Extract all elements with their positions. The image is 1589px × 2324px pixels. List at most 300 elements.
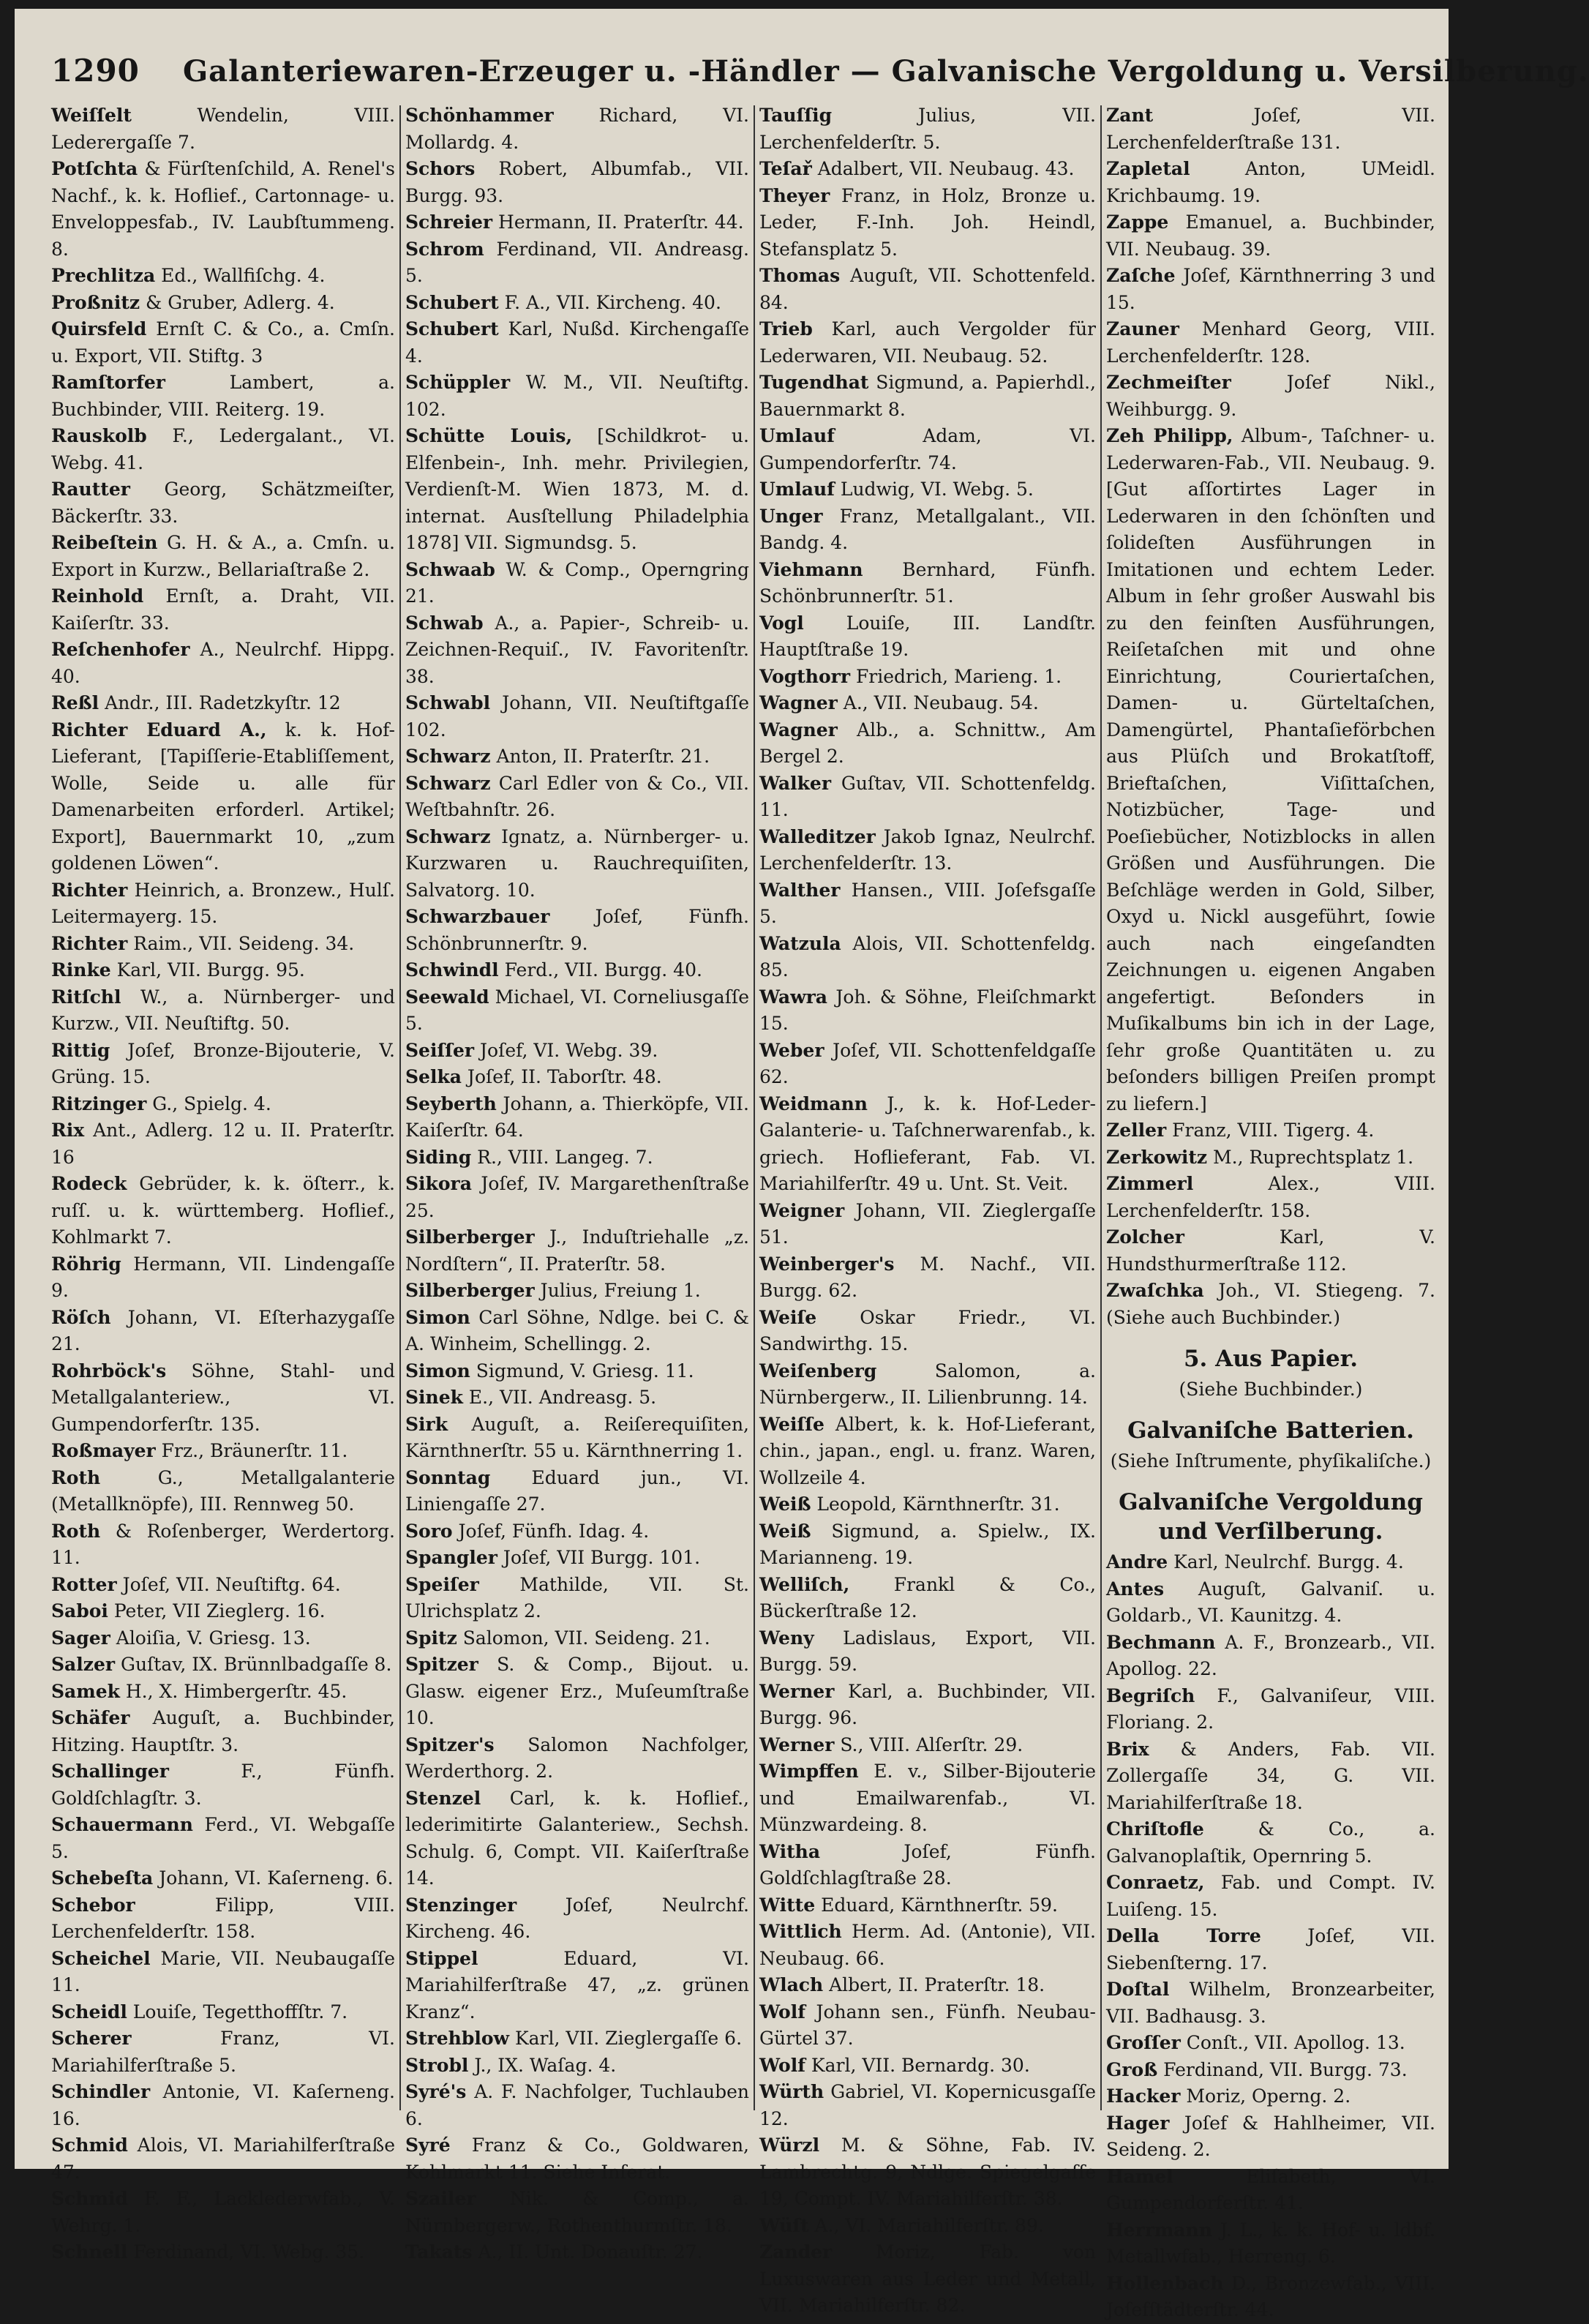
directory-entry	[1106, 1923, 1435, 1976]
entry-details: Auguſt, VII. Schottenfeld. 84.	[759, 265, 1096, 313]
entry-details: Ferdinand, VII. Burgg. 73.	[1157, 2058, 1408, 2080]
entry-details: E., VII. Andreasg. 5.	[462, 1387, 657, 1408]
entry-name: Schwindl	[405, 959, 499, 981]
entry-name: Spitzer's	[405, 1733, 495, 1755]
page-header	[51, 45, 1589, 104]
entry-details: Lambert, a. Buchbinder, VIII. Reiterg. 19.	[51, 372, 395, 420]
directory-entry	[405, 370, 749, 423]
directory-entry	[51, 263, 395, 290]
entry-name: Strobl	[405, 2054, 469, 2076]
entry-details: A., Neulrchf. Hippg. 40.	[51, 639, 395, 687]
column-2	[405, 102, 749, 2263]
entry-name: Röhrig	[51, 1253, 121, 1275]
directory-entry	[405, 824, 749, 904]
entry-name: Welliſch,	[759, 1573, 850, 1595]
entry-details: A., II. Unt. Donauſtr. 27.	[472, 2241, 703, 2263]
directory-entry	[405, 2053, 749, 2080]
entry-name: Saboi	[51, 1600, 108, 1622]
entry-details: F., Ledergalant., VI. Webg. 41.	[51, 425, 395, 473]
directory-entry	[51, 290, 395, 317]
directory-entry	[51, 1038, 395, 1091]
running-title: Galanteriewaren-Erzeuger u. -Händler — Galvanische Vergoldung u. Versilberung.	[183, 54, 1589, 89]
directory-entry	[405, 1572, 749, 1625]
entry-details: Peter, VII Zieglerg. 16.	[108, 1600, 326, 1622]
directory-entry	[405, 1545, 749, 1572]
directory-entry	[759, 423, 1096, 476]
entry-details: D., Bronzewfab., VIII. Joſefſtädterſtr. 44.	[1106, 2272, 1435, 2320]
directory-entry	[51, 370, 395, 423]
entry-details: k. k. Hof-Lieferant, [Tapiſſerie-Etabliſſement, Wolle, Seide u. alle für Damenarbeiten erforderl. Artikel; Export], Bauernmarkt 10, „zum goldenen Löwen“.	[51, 719, 395, 874]
entry-name: Syré's	[405, 2081, 467, 2102]
entry-details: Joſef, VII. Siebenſterng. 17.	[1106, 1925, 1435, 1973]
directory-entry	[759, 476, 1096, 503]
directory-entry	[51, 637, 395, 690]
directory-entry	[1106, 316, 1435, 370]
entry-details: Joſef, VII. Lerchenfelderſtraße 131.	[1106, 105, 1435, 153]
directory-entry	[405, 1358, 749, 1385]
directory-entry	[1106, 1549, 1435, 1576]
entry-name: Schreier	[405, 211, 493, 233]
entry-name: Wolf	[759, 2001, 805, 2023]
directory-entry	[1106, 1144, 1435, 1172]
directory-entry	[405, 1785, 749, 1892]
entry-name: Unger	[759, 505, 823, 527]
entry-details: G. H. & A., a. Cmſn. u. Export in Kurzw., Bellariaſtraße 2.	[51, 532, 395, 580]
entry-details: Eduard, Kärnthnerſtr. 59.	[815, 1894, 1058, 1916]
entry-name: Quirsfeld	[51, 318, 147, 340]
entry-name: Roßmayer	[51, 1440, 156, 1461]
entry-details: Julius, Freiung 1.	[534, 1280, 701, 1301]
directory-entry	[759, 2053, 1096, 2080]
entry-details: Franz, in Holz, Bronze u. Leder, F.-Inh. Joh. Heindl, Stefansplatz 5.	[759, 184, 1096, 260]
directory-entry	[405, 1144, 749, 1172]
entry-details: Adam, VI. Gumpendorferſtr. 74.	[759, 425, 1096, 473]
entry-details: Andr., III. Radetzkyſtr. 12	[99, 692, 341, 713]
directory-entry	[405, 1412, 749, 1465]
entry-name: Tugendhat	[759, 372, 869, 393]
entry-name: Roth	[51, 1520, 101, 1542]
directory-entry	[759, 1305, 1096, 1358]
entry-name: Schütte Louis,	[405, 425, 573, 446]
directory-entry	[1106, 1171, 1435, 1224]
directory-entry	[51, 1705, 395, 1758]
directory-entry	[759, 2213, 1096, 2240]
entry-details: Karl, Nußd. Kirchengaſſe 4.	[405, 318, 749, 367]
directory-entry	[1106, 1576, 1435, 1630]
entry-name: Weiß	[759, 1520, 811, 1542]
entry-details: Joſef, VI. Webg. 39.	[474, 1039, 658, 1061]
entry-details: Carl, k. k. Hoflief., lederimitirte Galanteriew., Sechsh. Schulg. 6, Compt. VII. Kaiſerſtraße 14.	[405, 1787, 749, 1889]
directory-entry	[51, 1572, 395, 1599]
entry-name: Spitz	[405, 1627, 457, 1649]
entry-details: Moriz, Fab. von Luxuswaren aus Leder und Metall, VII. Mariahilferſtr. 82.	[759, 2241, 1096, 2316]
entry-name: Roth	[51, 1466, 101, 1488]
entry-details: Franz, VIII. Tigerg. 4.	[1166, 1120, 1375, 1141]
entry-name: Hager	[1106, 2112, 1170, 2134]
entry-details: J. L., k. k. Hof- u. ldbf. Metallwfab., Herreng. 6.	[1106, 2219, 1435, 2267]
entry-details: Johann, VII. Zieglergaſſe 51.	[759, 1199, 1096, 1248]
entry-details: Joſef, Fünfh. Goldſchlagſtraße 28.	[759, 1840, 1096, 1889]
entry-details: Mathilde, VII. St. Ulrichsplatz 2.	[405, 1573, 749, 1622]
entry-details: Jakob Ignaz, Neulrchf. Lerchenfelderſtr. 13.	[759, 825, 1096, 874]
directory-entry	[405, 236, 749, 290]
entry-name: Watzula	[759, 932, 841, 954]
entry-details: Frz., Bräunerſtr. 11.	[155, 1440, 348, 1461]
column-4-entries	[1106, 102, 1435, 1331]
entry-details: M. Nachf., VII. Burgg. 62.	[759, 1253, 1096, 1301]
entry-name: Stenzinger	[405, 1894, 517, 1916]
entry-details: Ignatz, a. Nürnberger- u. Kurzwaren u. Rauchrequiſiten, Salvatorg. 10.	[405, 825, 749, 901]
entry-details: Adalbert, VII. Neubaug. 43.	[811, 158, 1075, 179]
directory-entry	[51, 1679, 395, 1706]
entry-details: Franz, Metallgalant., VII. Bandg. 4.	[759, 505, 1096, 553]
entry-details: Joſef, Kärnthnerring 3 und 15.	[1106, 265, 1435, 313]
entry-name: Herrmann	[1106, 2219, 1212, 2241]
entry-name: Wüſt	[759, 2214, 809, 2236]
entry-name: Silberberger	[405, 1280, 535, 1301]
entry-details: A., VII. Neubaug. 54.	[837, 692, 1039, 713]
entry-name: Sirk	[405, 1413, 448, 1435]
directory-entry	[759, 1198, 1096, 1251]
entry-name: Chriſtofle	[1106, 1818, 1204, 1840]
entry-details: A., a. Papier-, Schreib- u. Zeichnen-Requiſ., IV. Favoritenſtr. 38.	[405, 612, 749, 687]
directory-entry	[759, 1412, 1096, 1492]
directory-entry	[405, 610, 749, 691]
entry-name: Simon	[405, 1306, 470, 1328]
entry-name: Begriſch	[1106, 1684, 1195, 1706]
entry-details: Alb., a. Schnittw., Am Bergel 2.	[759, 719, 1096, 767]
entry-details: Carl Edler von & Co., VII. Weſtbahnſtr. 26.	[405, 772, 749, 820]
directory-entry	[405, 1064, 749, 1091]
entry-name: Schallinger	[51, 1761, 169, 1782]
directory-entry	[51, 583, 395, 637]
directory-entry	[759, 503, 1096, 557]
entry-name: Schindler	[51, 2081, 151, 2102]
entry-details: Karl, VII. Zieglergaſſe 6.	[509, 2028, 743, 2049]
entry-details: Karl, V. Hundsthurmerſtraße 112.	[1106, 1226, 1435, 1275]
entry-name: Hollenbach	[1106, 2272, 1224, 2294]
entry-details: Marie, VII. Neubaugaſſe 11.	[51, 1947, 395, 1995]
entry-name: Walleditzer	[759, 825, 876, 847]
entry-details: Joſef, Fünfh. Schönbrunnerſtr. 9.	[405, 906, 749, 954]
section-heading-batterien: Galvaniſche Batterien.	[1127, 1417, 1414, 1444]
directory-entry	[1106, 1117, 1435, 1144]
directory-entry	[759, 1251, 1096, 1305]
entry-details: Salomon Nachfolger, Werderthorg. 2.	[405, 1733, 749, 1782]
directory-entry	[405, 957, 749, 984]
directory-entry	[405, 1625, 749, 1652]
entry-details: Heinrich, a. Bronzew., Hulſ. Leitermayerg. 15.	[51, 879, 395, 927]
entry-details: Auguſt, a. Buchbinder, Hitzing. Hauptſtr. 3.	[51, 1707, 395, 1755]
entry-details: Guſtav, IX. Brünnlbadgaſſe 8.	[115, 1654, 392, 1675]
directory-page	[15, 9, 1589, 2320]
directory-entry	[1106, 2164, 1435, 2217]
entry-name: Weiſſe	[759, 1413, 824, 1435]
directory-entry	[759, 2079, 1096, 2132]
directory-entry	[51, 1091, 395, 1118]
directory-entry	[405, 1038, 749, 1065]
entry-details: Salomon, VII. Seideng. 21.	[457, 1627, 710, 1649]
entry-name: Weiſe	[759, 1306, 817, 1328]
entry-details: Joſef, Fünfh. Idag. 4.	[452, 1520, 650, 1542]
entry-details: Richard, VI. Mollardg. 4.	[405, 105, 749, 153]
entry-details: F. F., Lacklederwfab., V. Wehrg. 1.	[51, 2188, 395, 2236]
section-note-papier: (Siehe Buchbinder.)	[1179, 1379, 1363, 1400]
directory-entry	[51, 1865, 395, 1892]
entry-name: Scheidl	[51, 2001, 127, 2023]
entry-name: Weiſenberg	[759, 1360, 877, 1382]
entry-name: Vogthorr	[759, 665, 850, 687]
entry-name: Schwarzbauer	[405, 906, 550, 927]
entry-details: W. & Comp., Operngring 21.	[405, 558, 749, 607]
section-heading-papier: 5. Aus Papier.	[1183, 1346, 1358, 1372]
entry-name: Antes	[1106, 1578, 1165, 1600]
directory-entry	[759, 156, 1096, 183]
directory-entry	[759, 2132, 1096, 2213]
entry-details: Gebrüder, k. k. öſterr., k. ruſſ. u. k. württemberg. Hoflief., Kohlmarkt 7.	[51, 1173, 395, 1248]
entry-name: Walker	[759, 772, 831, 794]
entry-details: Joſef, Neulrchf. Kircheng. 46.	[405, 1894, 749, 1942]
directory-entry	[1106, 2030, 1435, 2057]
entry-name: Rohrböck's	[51, 1360, 167, 1382]
entry-details: A., VI. Mariahilferſtr. 89.	[808, 2214, 1044, 2236]
directory-entry	[405, 290, 749, 317]
directory-entry	[405, 2186, 749, 2239]
entry-name: Wawra	[759, 986, 827, 1008]
entry-details: H., X. Himbergerſtr. 45.	[119, 1680, 348, 1702]
entry-name: Zolcher	[1106, 1226, 1184, 1248]
entry-name: Wolf	[759, 2054, 805, 2076]
directory-entry	[405, 2132, 749, 2186]
entry-details: Alois, VII. Schottenfeldg. 85.	[759, 932, 1096, 981]
entry-name: Zander	[759, 2241, 833, 2263]
entry-name: Wagner	[759, 719, 838, 741]
directory-entry	[51, 1438, 395, 1465]
section-heading-vergoldung: Galvaniſche Vergoldung und Verſilberung.	[1119, 1489, 1423, 1545]
entry-details: Ferdinand, VI. Webg. 35.	[127, 2241, 365, 2263]
directory-entry	[51, 1625, 395, 1652]
entry-details: Eduard, VI. Mariahilferſtraße 47, „z. grünen Kranz“.	[405, 1947, 749, 2023]
entry-name: Brix	[1106, 1738, 1149, 1760]
column-4	[1106, 102, 1435, 2320]
entry-name: Trieb	[759, 318, 813, 340]
entry-name: Scheichel	[51, 1947, 151, 1969]
directory-entry	[405, 102, 749, 156]
entry-name: Schwarz	[405, 825, 491, 847]
entry-details: J., IX. Waſag. 4.	[468, 2054, 617, 2076]
entry-name: Würth	[759, 2081, 824, 2102]
directory-entry	[405, 1091, 749, 1144]
directory-entry	[759, 183, 1096, 263]
directory-entry	[405, 316, 749, 370]
entry-details: & Anders, Fab. VII. Zollergaſſe 34, G. VII. Mariahilferſtraße 18.	[1106, 1738, 1435, 1813]
entry-name: Simon	[405, 1360, 470, 1382]
entry-details: Ferd., VI. Webgaſſe 5.	[51, 1814, 395, 1862]
entry-details: Ant., Adlerg. 12 u. II. Praterſtr. 16	[51, 1120, 395, 1168]
entry-name: Viehmann	[759, 558, 863, 580]
directory-entry	[51, 102, 395, 156]
entry-details: Alois, VI. Mariahilferſtraße 47.	[51, 2134, 395, 2183]
entry-name: Würzl	[759, 2134, 820, 2156]
directory-entry	[51, 2025, 395, 2079]
entry-name: Weidmann	[759, 1092, 868, 1114]
directory-entry	[1106, 423, 1435, 1117]
entry-details: G., Spielg. 4.	[146, 1092, 271, 1114]
directory-entry	[51, 984, 395, 1038]
entry-details: Wendelin, VIII. Lederergaſſe 7.	[51, 105, 395, 153]
entry-name: Syré	[405, 2134, 451, 2156]
entry-name: Sonntag	[405, 1466, 491, 1488]
entry-name: Rodeck	[51, 1173, 127, 1194]
directory-entry	[405, 904, 749, 957]
entry-details: Anton, UMeidl. Krichbaumg. 19.	[1106, 158, 1435, 206]
entry-details: Hermann, II. Praterſtr. 44.	[492, 211, 744, 233]
directory-entry	[1106, 1683, 1435, 1736]
entry-details: Joſef Nikl., Weihburgg. 9.	[1106, 372, 1435, 420]
entry-details: Auguſt, a. Reiſerequiſiten, Kärnthnerſtr. 55 u. Kärnthnerring 1.	[405, 1413, 749, 1461]
entry-details: Julius, VII. Lerchenfelderſtr. 5.	[759, 105, 1096, 153]
entry-details: A. F. Nachfolger, Tuchlauben 6.	[405, 2081, 749, 2129]
directory-entry	[405, 1278, 749, 1305]
entry-details: E. v., Silber-Bijouterie und Emailwarenfab., VI. Münzwardeing. 8.	[759, 1761, 1096, 1835]
directory-entry	[1106, 1870, 1435, 1923]
directory-entry	[759, 824, 1096, 877]
entry-details: Karl, VII. Bernardg. 30.	[805, 2054, 1030, 2076]
entry-details: Karl, a. Buchbinder, VII. Burgg. 96.	[759, 1680, 1096, 1728]
entry-details: Joſef, IV. Margarethenſtraße 25.	[405, 1173, 749, 1221]
entry-name: Zechmeiſter	[1106, 372, 1231, 393]
entry-name: Zeller	[1106, 1120, 1167, 1141]
directory-entry	[51, 1892, 395, 1946]
directory-entry	[759, 771, 1096, 824]
directory-entry	[759, 877, 1096, 931]
entry-name: Reinhold	[51, 585, 144, 607]
directory-entry	[759, 1572, 1096, 1625]
entry-details: Franz, VI. Mariahilferſtraße 5.	[51, 2028, 395, 2076]
directory-entry	[1106, 370, 1435, 423]
entry-name: Prechlitza	[51, 265, 156, 286]
directory-entry	[759, 1038, 1096, 1091]
entry-name: Zwaſchka	[1106, 1280, 1204, 1301]
entry-details: Filipp, VIII. Lerchenfelderſtr. 158.	[51, 1894, 395, 1942]
entry-name: Schönhammer	[405, 105, 554, 126]
entry-name: Conraetz,	[1106, 1872, 1205, 1893]
directory-entry	[405, 1384, 749, 1412]
directory-entry	[405, 1224, 749, 1278]
entry-details: M., Ruprechtsplatz 1.	[1207, 1146, 1414, 1168]
entry-name: Della Torre	[1106, 1925, 1261, 1946]
entry-name: Schnell	[51, 2241, 128, 2263]
entry-name: Soro	[405, 1520, 453, 1542]
column-3	[759, 102, 1096, 2316]
entry-name: Reßl	[51, 692, 99, 713]
entry-details: [Schildkrot- u. Elfenbein-, Inh. mehr. Privilegien, Verdienſt-M. Wien 1873, M. d. internat. Ausſtellung Philadelphia 1878] VII. Sigmundsg. 5.	[405, 425, 749, 553]
entry-name: Rix	[51, 1120, 85, 1141]
entry-name: Schauermann	[51, 1814, 193, 1835]
directory-entry	[51, 1652, 395, 1679]
entry-details: J., Induſtriehalle „z. Nordſtern“, II. Praterſtr. 58.	[405, 1226, 749, 1275]
entry-name: Schors	[405, 158, 476, 179]
directory-entry	[1106, 1816, 1435, 1870]
directory-entry	[1106, 263, 1435, 316]
entry-name: Wlach	[759, 1974, 824, 1995]
entry-name: Weiſſelt	[51, 105, 132, 126]
directory-entry	[405, 984, 749, 1038]
directory-entry	[51, 2186, 395, 2239]
directory-entry	[759, 1732, 1096, 1759]
entry-name: Sinek	[405, 1387, 463, 1408]
entry-details: Joſef, VII Burgg. 101.	[497, 1547, 701, 1568]
entry-details: & Gruber, Adlerg. 4.	[140, 291, 335, 313]
page-number: 1290	[51, 53, 140, 89]
entry-name: Schubert	[405, 291, 499, 313]
directory-entry	[1106, 1630, 1435, 1683]
entry-details: Louiſe, Tegetthoffſtr. 7.	[127, 2001, 348, 2023]
entry-name: Weiß	[759, 1493, 811, 1515]
directory-entry	[759, 1625, 1096, 1679]
entry-details: Nik. & Comp., a. Nürnbergerw., Rothenthurmſtr. 18.	[405, 2188, 749, 2236]
directory-entry	[759, 664, 1096, 691]
entry-details: Eliſabeth, VI. Gumpendorferſtr. 41.	[1106, 2165, 1435, 2214]
entry-name: Rinke	[51, 959, 111, 981]
entry-name: Rittig	[51, 1039, 110, 1061]
entry-name: Proßnitz	[51, 291, 140, 313]
directory-entry	[1106, 2217, 1435, 2271]
directory-entry	[405, 1732, 749, 1785]
directory-entry	[759, 1491, 1096, 1518]
entry-name: Hacker	[1106, 2085, 1181, 2107]
directory-entry	[759, 557, 1096, 610]
entry-name: Doſtal	[1106, 1979, 1170, 2000]
directory-entry	[51, 2132, 395, 2186]
entry-name: Salzer	[51, 1654, 116, 1675]
directory-entry	[51, 1999, 395, 2026]
entry-details: Joſef, Bronze-Bijouterie, V. Grüng. 15.	[51, 1039, 395, 1087]
directory-entry	[51, 2079, 395, 2132]
entry-details: F., Fünfh. Goldſchlagſtr. 3.	[51, 1761, 395, 1809]
entry-details: Moriz, Operng. 2.	[1180, 2085, 1351, 2107]
entry-name: Umlauf	[759, 479, 835, 500]
entry-details: Leopold, Kärnthnerſtr. 31.	[811, 1493, 1060, 1515]
entry-details: Auguſt, Galvaniſ. u. Goldarb., VI. Kaunitzg. 4.	[1106, 1578, 1435, 1626]
entry-details: Joh. & Söhne, Fleiſchmarkt 15.	[759, 986, 1096, 1034]
entry-details: Friedrich, Marieng. 1.	[850, 665, 1062, 687]
entry-name: Tauſſig	[759, 105, 833, 126]
directory-entry	[405, 2239, 749, 2266]
entry-details: Joſef, II. Taborſtr. 48.	[461, 1066, 662, 1087]
entry-name: Werner	[759, 1680, 835, 1702]
entry-name: Spangler	[405, 1547, 497, 1568]
entry-name: Schubert	[405, 318, 499, 340]
directory-entry	[405, 156, 749, 209]
directory-entry	[1106, 2110, 1435, 2164]
entry-details: Johann sen., Fünfh. Neubau-Gürtel 37.	[759, 2001, 1096, 2049]
column-4-vergoldung-entries	[1106, 1549, 1435, 2324]
entry-details: Ed., Wallfiſchg. 4.	[155, 265, 326, 286]
entry-name: Reibeſtein	[51, 532, 158, 553]
entry-name: Witte	[759, 1894, 816, 1916]
entry-name: Witha	[759, 1840, 821, 1862]
directory-entry	[405, 2079, 749, 2132]
entry-details: Carl Söhne, Ndlge. bei C. & A. Winheim, Schellingg. 2.	[405, 1306, 749, 1354]
entry-details: Sigmund, a. Spielw., IX. Marianneng. 19.	[759, 1520, 1096, 1568]
entry-details: Raim., VII. Seideng. 34.	[127, 932, 355, 954]
entry-details: Ladislaus, Export, VII. Burgg. 59.	[759, 1627, 1096, 1675]
directory-entry	[51, 1758, 395, 1812]
entry-details: Fab. und Compt. IV. Luiſeng. 15.	[1106, 1872, 1435, 1920]
entry-name: Seewald	[405, 986, 489, 1008]
entry-details: Oskar Friedr., VI. Sandwirthg. 15.	[759, 1306, 1096, 1354]
